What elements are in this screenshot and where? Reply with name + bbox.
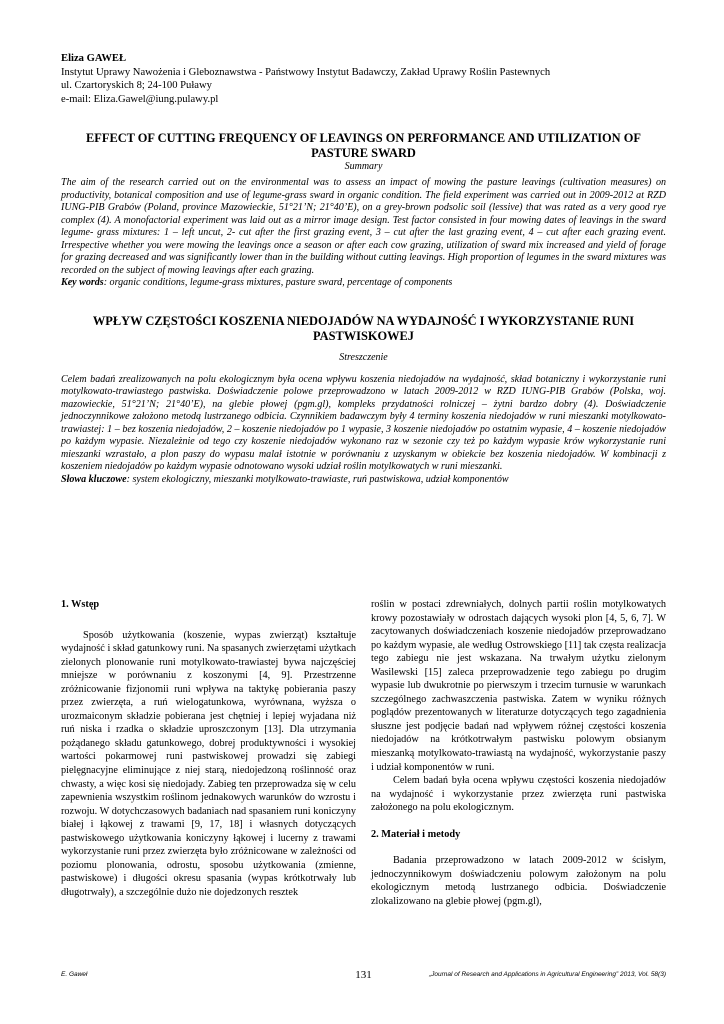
- english-summary-label: Summary: [344, 161, 383, 172]
- polish-title: WPŁYW CZĘSTOŚCI KOSZENIA NIEDOJADÓW NA WYDAJNOŚĆ I WYKORZYSTANIE RUNI PASTWISKOWEJ: [92, 313, 635, 343]
- polish-keywords: [61, 474, 666, 487]
- page-footer: [61, 969, 666, 985]
- english-keywords-text: : organic conditions, legume-grass mixtures, pasture sward, percentage of components: [103, 277, 453, 288]
- english-title: EFFECT OF CUTTING FREQUENCY OF LEAVINGS ON PERFORMANCE AND UTILIZATION OF PASTURE SWARD: [86, 131, 641, 160]
- author-block: [61, 52, 666, 106]
- english-abstract-text: The aim of the research carried out on the environmental was to assess an impact of mowing the pasture leavings (cultivation measures) on productivity, botanical composition and use of legume-grass sward in organic condition. The field experiment was carried out in 2009-2012 at RZD IUNG-PIB Grabów (Poland, province Mazowieckie, 51°21’N; 21°40’E), on a grey-brown podsolic soil (lessive) that was rated as a very good rye complex (4). A monofactorial experiment was laid out as a mirror image design. Test factor consisted in four mowing dates of leavings in the sward legume- grass mixtures: 1 – left uncut, 2- cut after the first grazing event, 3 – cut after the last grazing event, 4 – cut after each grazing event. Irrespective whether you were mowing the leavings once a season or after each cow grazing, utilization of sward mix increased and yield of forage for grazing decreased and was significantly lower than in the building without cutting leavings. High proportion of legumes in the sward mixtures was recorded on the subject of mowing leavings after each grazing.: [61, 177, 666, 276]
- left-column: [61, 598, 356, 908]
- paper-header: [61, 52, 666, 486]
- page-number: 131: [355, 969, 372, 981]
- author-affiliation: Instytut Uprawy Nawożenia i Gleboznawstwa - Państwowy Instytut Badawczy, Zakład Uprawy Roślin Pastewnych: [61, 66, 551, 78]
- english-keywords: [61, 277, 666, 290]
- polish-abstract: [61, 374, 666, 487]
- author-email: e-mail: Eliza.Gawel@iung.pulawy.pl: [61, 93, 219, 105]
- polish-summary-label: Streszczenie: [339, 351, 388, 363]
- body-columns: [61, 598, 666, 908]
- section-heading-methods: 2. Materiał i metody: [371, 828, 461, 840]
- polish-keywords-text: : system ekologiczny, mieszanki motylkowato-trawiaste, ruń pastwiskowa, udział komponentów: [126, 473, 509, 485]
- author-address: ul. Czartoryskich 8; 24-100 Puławy: [61, 80, 212, 91]
- polish-abstract-text: Celem badań zrealizowanych na polu ekologicznym była ocena wpływu koszenia niedojadów na wydajność, skład botaniczny i wykorzystanie runi motylkowato-trawiastego pastwiska. Doświadczenie polowe przeprowadzono w latach 2009-2012 w RZD IUNG-PIB Grabów (Polska, woj. mazowieckie, 51°21’N; 21°40’E), na glebie płowej (pgm.gl), kompleks przydatności rolniczej – żytni bardzo dobry (4). Doświadczenie jednoczynnikowe założono metodą lustrzanego odbicia. Czynnikiem badawczym były 4 terminy koszenia niedojadów w runi mieszanki motylkowato-trawiastej: 1 – bez koszenia niedojadów, 2 – koszenie niedojadów po 1 wypasie, 3 koszenie niedojadów po ostatnim wypasie, 4 – koszenie niedojadów po każdym wypasie. Niezależnie od tego czy koszenie niedojadów wykonano raz w sezonie czy też po każdym wypasie krów wykorzystanie runi mieszanki wzrastało, a plon paszy do wypasu malał istotnie w porównaniu z uzyskanym w obiekcie bez koszenia niedojadów. W kombinacji z koszeniem niedojadów po każdym wypasie odnotowano wysoki udział roślin motylkowatych w runi mieszanki.: [61, 373, 666, 472]
- polish-keywords-label: Słowa kluczowe: [61, 473, 127, 485]
- right-column: [371, 598, 666, 908]
- footer-author: E. Gaweł: [61, 971, 88, 978]
- english-abstract: [61, 177, 666, 290]
- author-name: Eliza GAWEŁ: [61, 53, 127, 64]
- footer-journal: „Journal of Research and Applications in Agricultural Engineering” 2013, Vol. 58(3): [428, 971, 666, 978]
- intro-paragraph: Sposób użytkowania (koszenie, wypas zwierząt) kształtuje wydajność i skład gatunkowy runi. Na spasanych zwierzętami użytkach zielonych plonowanie runi motylkowato-trawiastej bywa najczęściej mniejsze w porównaniu z koszonymi [4, 9]. Przestrzenne zróżnicowanie fizjonomii runi wpływa na taktykę pobierania paszy przez zwierzęta, a ruń wielogatunkowa, wyrównana, wyższa o urozmaiconym składzie pobierana jest chętniej i lepiej wyjadana niż ruń niska i rzadka o składzie uproszczonym [13]. Dla utrzymania pożądanego składu gatunkowego, dobrej produktywności i wysokiej wartości pokarmowej runi pastwiskowej prowadzi się zabiegi pielęgnacyjne eliminujące z niej starą, niedojedzoną roślinność oraz chwasty, a więc kosi się niedojady. Zabieg ten przeprowadza się w celu zapewnienia wszystkim roślinom jednakowych warunków do wzrostu i rozwoju. W dotychczasowych badaniach nad spasaniem runi koniczyny białej i łąkowej z trawami [9, 17, 18] i własnych dotyczących pastwiskowego użytkowania koniczyny łąkowej i lucerny z trawami wykorzystanie runi przez zwierzęta było zróżnicowane w zależności od poziomu plonowania, odrostu, sposobu użytkowania (zmienne, pastwiskowe) i długości okresu spasania (wypas krótkotrwały lub długotrwały), a szczególnie dużo nie dojedzonych resztek: [61, 629, 356, 898]
- aim-paragraph: Celem badań była ocena wpływu częstości koszenia niedojadów na wydajność i wykorzystanie przez zwierzęta runi pastwiska założonego na polu ekologicznym.: [371, 775, 666, 814]
- english-keywords-label: Key words: [61, 277, 104, 288]
- intro-paragraph-continued: roślin w postaci zdrewniałych, dolnych partii roślin motylkowatych krowy pozostawiały w odrostach dających wysoki plon [4, 5, 6, 7]. W zacytowanych doświadczeniach koszenie niedojadów przeprowadzano po każdym wypasie, ale według Ostrowskiego [11] tak częsta realizacja tego zabiegu nie jest wskazana. Na trwałym użytku zielonym Wasilewski [15] zaleca przeprowadzenie tego zabiegu po drugim wypasie lub dwukrotnie po pierwszym i trzecim turnusie w warunkach szczególnego zachwaszczenia pastwiska. Zatem w wyniku różnych poglądów prezentowanych w literaturze dotyczących tego zagadnienia słuszne jest podjęcie badań nad wpływem różnej częstości koszenia niedojadów na krótkotrwałym pastwisku polowym obsianym mieszanką motylkowato-trawiastą na wydajność, wykorzystanie paszy i udział komponentów w runi.: [371, 599, 666, 773]
- section-heading-introduction: 1. Wstęp: [61, 599, 100, 610]
- methods-paragraph: Badania przeprowadzono w latach 2009-2012 w ścisłym, jednoczynnikowym doświadczeniu polowym założonym na polu ekologicznym metodą lustrzanego odbicia. Doświadczenie zlokalizowano na glebie płowej (pgm.gl),: [371, 855, 666, 907]
